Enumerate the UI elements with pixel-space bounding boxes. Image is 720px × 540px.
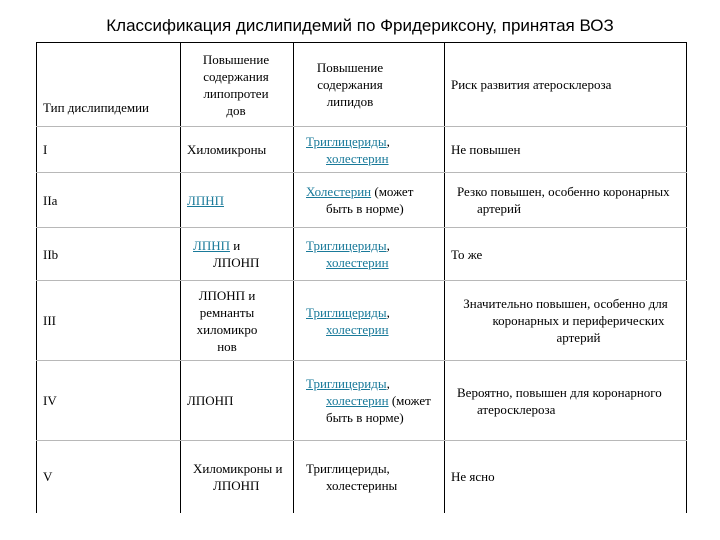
cell-lipoproteins: ЛПНП и ЛПОНП <box>181 228 294 281</box>
cell-type: V <box>37 441 181 513</box>
header-risk: Риск развития атеросклероза <box>445 43 687 127</box>
table-row <box>37 361 687 441</box>
header-type: Тип дислипидемии <box>37 43 181 127</box>
table-row <box>37 228 687 281</box>
cell-risk: Резко повышен, особенно коронарных артерий <box>445 173 687 228</box>
table-row <box>37 173 687 228</box>
ldl-link[interactable]: ЛПНП <box>193 238 230 253</box>
cell-lipids: Триглицериды, холестерины <box>294 441 445 513</box>
cell-type: IV <box>37 361 181 441</box>
cell-lipids: Триглицериды, холестерин <box>294 228 445 281</box>
cell-type: III <box>37 281 181 361</box>
dyslipidemia-table <box>36 42 687 513</box>
cell-lipoproteins: Хиломикроны и ЛПОНП <box>181 441 294 513</box>
cell-lipids: Триглицериды, холестерин <box>294 281 445 361</box>
ldl-link[interactable]: ЛПНП <box>187 192 224 208</box>
cholesterol-link[interactable]: холестерин <box>326 255 389 270</box>
header-lipoproteins: Повышение содержания липопротеи дов <box>181 43 294 127</box>
cell-lipids: Триглицериды, холестерин (может быть в норме) <box>294 361 445 441</box>
cell-risk: Не ясно <box>445 441 687 513</box>
page-title: Классификация дислипидемий по Фридериксону, принятая ВОЗ <box>106 16 614 35</box>
table-row <box>37 281 687 361</box>
triglycerides-link[interactable]: Триглицериды <box>306 304 387 320</box>
cell-type: IIb <box>37 228 181 281</box>
cell-type: IIa <box>37 173 181 228</box>
cholesterol-link[interactable]: холестерин <box>326 321 389 337</box>
triglycerides-link[interactable]: Триглицериды <box>306 133 387 149</box>
cholesterol-link[interactable]: холестерин <box>326 150 389 166</box>
cell-risk: Не повышен <box>445 127 687 173</box>
cell-risk: Вероятно, повышен для коронарного атеросклероза <box>445 361 687 441</box>
cholesterol-link[interactable]: Холестерин <box>306 184 372 199</box>
table-header-row <box>37 43 687 127</box>
cell-lipids: Холестерин (может быть в норме) <box>294 173 445 228</box>
cell-lipoproteins <box>181 173 294 228</box>
cell-risk: То же <box>445 228 687 281</box>
triglycerides-link[interactable]: Триглицериды <box>306 238 387 253</box>
cell-type: I <box>37 127 181 173</box>
table-row <box>37 441 687 513</box>
table-row <box>37 127 687 173</box>
triglycerides-link[interactable]: Триглицериды <box>306 376 387 391</box>
cell-lipids: Триглицериды, холестерин <box>294 127 445 173</box>
header-lipids: Повышение содержания липидов <box>294 43 445 127</box>
cell-risk: Значительно повышен, особенно для коронарных и периферических артерий <box>445 281 687 361</box>
cell-lipoproteins: Хиломикроны <box>181 127 294 173</box>
cell-lipoproteins: ЛПОНП <box>181 361 294 441</box>
cell-lipoproteins: ЛПОНП и ремнанты хиломикро нов <box>181 281 294 361</box>
cholesterol-link[interactable]: холестерин <box>326 393 389 408</box>
